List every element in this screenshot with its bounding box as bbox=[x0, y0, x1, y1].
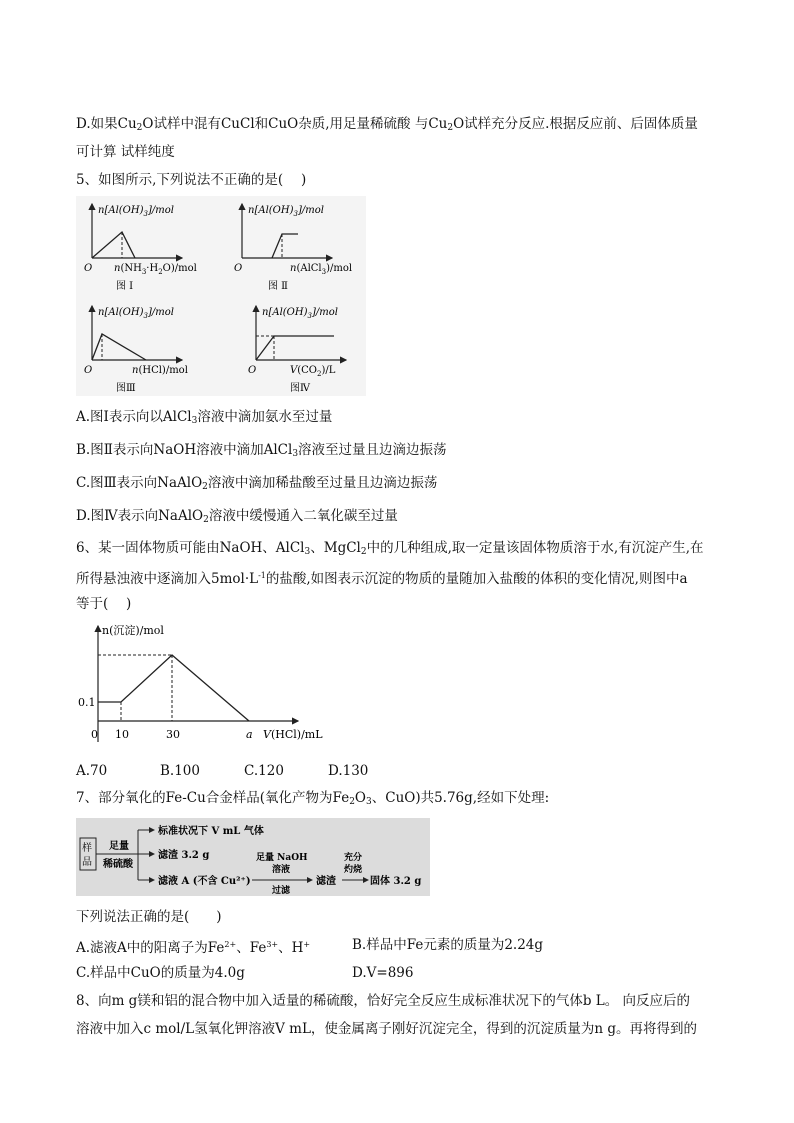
q7-option-b: B.样品中Fe元素的质量为2.24g bbox=[352, 937, 544, 953]
q5-figure-set bbox=[76, 196, 366, 396]
q5-option-a: A.图Ⅰ表示向以AlCl$_3$溶液中滴加氨水至过量 bbox=[76, 409, 333, 426]
fig4-ylabel: $n[Al(OH)_3]$/mol bbox=[262, 307, 338, 320]
fig2-caption: 图 Ⅱ bbox=[268, 281, 288, 292]
q6-xtick-30: 30 bbox=[166, 728, 180, 741]
q6-curve bbox=[98, 655, 249, 721]
fig3-xlabel: n(HCl)/mol bbox=[132, 365, 188, 376]
q6-precipitate-chart bbox=[76, 618, 336, 750]
flow-reagent-1: 足量 bbox=[109, 841, 129, 852]
flow-filter: 过滤 bbox=[272, 886, 291, 896]
q6-ylabel: n(沉淀)/mol bbox=[102, 624, 164, 637]
flow-residue: 滤渣 3.2 g bbox=[158, 850, 210, 861]
q5-option-d: D.图Ⅳ表示向NaAlO$_2$溶液中缓慢通入二氧化碳至过量 bbox=[76, 508, 398, 525]
q5-option-c: C.图Ⅲ表示向NaAlO$_2$溶液中滴加稀盐酸至过量且边滴边振荡 bbox=[76, 475, 438, 492]
q7-flow-diagram bbox=[76, 818, 430, 896]
flow-solid: 固体 3.2 g bbox=[370, 876, 422, 887]
fig3-origin: O bbox=[84, 365, 93, 376]
fig4-xlabel: $V(CO_2)/L$ bbox=[290, 365, 336, 378]
q6-option-d: D.130 bbox=[328, 763, 369, 779]
fig1-xlabel: $n(NH_3\cdot H_2O)$/mol bbox=[114, 263, 197, 276]
q8-stem-line-2: 溶液中加入c mol/L氢氧化钾溶液V mL，使金属离子刚好沉淀完全，得到的沉淀质量为n g。再将得到的 bbox=[76, 1021, 698, 1037]
q5-option-b: B.图Ⅱ表示向NaOH溶液中滴加AlCl$_3$溶液至过量且边滴边振荡 bbox=[76, 442, 447, 459]
fig2-xlabel: n(AlCl$_3$)/mol bbox=[290, 263, 353, 276]
flow-filtrate: 滤液 A (不含 Cu²⁺) bbox=[158, 876, 251, 887]
q6-option-c: C.120 bbox=[244, 763, 284, 779]
q7-option-a: A.滤液A中的阳离子为$Fe^{2+}$、$Fe^{3+}$、H+ bbox=[76, 940, 311, 956]
q8-stem-line-1: 8、向m g镁和铝的混合物中加入适量的稀硫酸，恰好完全反应生成标准状况下的气体b L。 向反应后的 bbox=[76, 993, 691, 1009]
fig3-ylabel: $n[Al(OH)_3]$/mol bbox=[98, 307, 174, 320]
flow-residue-2: 滤渣 bbox=[316, 876, 336, 887]
q6-xtick-a: a bbox=[246, 728, 253, 741]
q6-option-b: B.100 bbox=[160, 763, 200, 779]
q6-origin: 0 bbox=[91, 728, 98, 741]
q6-option-a: A.70 bbox=[76, 763, 108, 779]
fig4-origin: O bbox=[248, 365, 257, 376]
q6-stem-line-3: 等于( ) bbox=[76, 596, 132, 612]
flow-burn-2: 灼烧 bbox=[344, 865, 363, 875]
flow-gas: 标准状况下 V mL 气体 bbox=[158, 826, 264, 837]
flow-reagent-2: 稀硫酸 bbox=[103, 859, 133, 870]
q7-question: 下列说法正确的是( ) bbox=[76, 909, 222, 925]
q7-stem: 7、部分氧化的Fe-Cu合金样品(氧化产物为$Fe_2O_3$、CuO)共5.76g,经如下处理: bbox=[76, 790, 550, 807]
fig1-origin: O bbox=[84, 263, 93, 274]
fig1-caption: 图 Ⅰ bbox=[116, 281, 134, 292]
q7-option-d: D.V=896 bbox=[352, 965, 414, 981]
q4-option-d: D.如果$Cu_2O$试样中混有CuCl和CuO杂质,用足量稀硫酸 与$Cu_2O$试样充分反应.根据反应前、后固体质量 bbox=[76, 116, 698, 133]
q5-stem: 5、如图所示,下列说法不正确的是( ) bbox=[76, 172, 307, 188]
q6-xlabel: V(HCl)/mL bbox=[263, 728, 323, 741]
flow-sample-2: 品 bbox=[82, 857, 92, 868]
q7-option-c: C.样品中CuO的质量为4.0g bbox=[76, 965, 245, 981]
fig2-ylabel: $n[Al(OH)_3]$/mol bbox=[248, 205, 324, 218]
fig3-caption: 图Ⅲ bbox=[116, 383, 136, 394]
fig4-caption: 图Ⅳ bbox=[290, 383, 310, 394]
q6-stem-line-1: 6、某一固体物质可能由NaOH、AlCl$_3$、MgCl$_2$中的几种组成,取一定量该固体物质溶于水,有沉淀产生,在 bbox=[76, 540, 704, 557]
flow-naoh-1: 足量 NaOH bbox=[256, 853, 308, 863]
q6-xtick-10: 10 bbox=[115, 728, 129, 741]
flow-burn-1: 充分 bbox=[344, 853, 363, 863]
fig1-ylabel: $n[Al(OH)_3]$/mol bbox=[98, 205, 174, 218]
q4-option-d-continued: 可计算 试样纯度 bbox=[76, 144, 175, 160]
q6-ytick-0.1: 0.1 bbox=[78, 696, 96, 709]
flow-sample-1: 样 bbox=[82, 843, 92, 854]
flow-naoh-2: 溶液 bbox=[272, 865, 291, 875]
fig2-origin: O bbox=[234, 263, 243, 274]
q6-stem-line-2: 所得悬浊液中逐滴加入$5mol\cdot L^{-1}$的盐酸,如图表示沉淀的物质的量随加入盐酸的体积的变化情况,则图中a bbox=[76, 571, 688, 587]
